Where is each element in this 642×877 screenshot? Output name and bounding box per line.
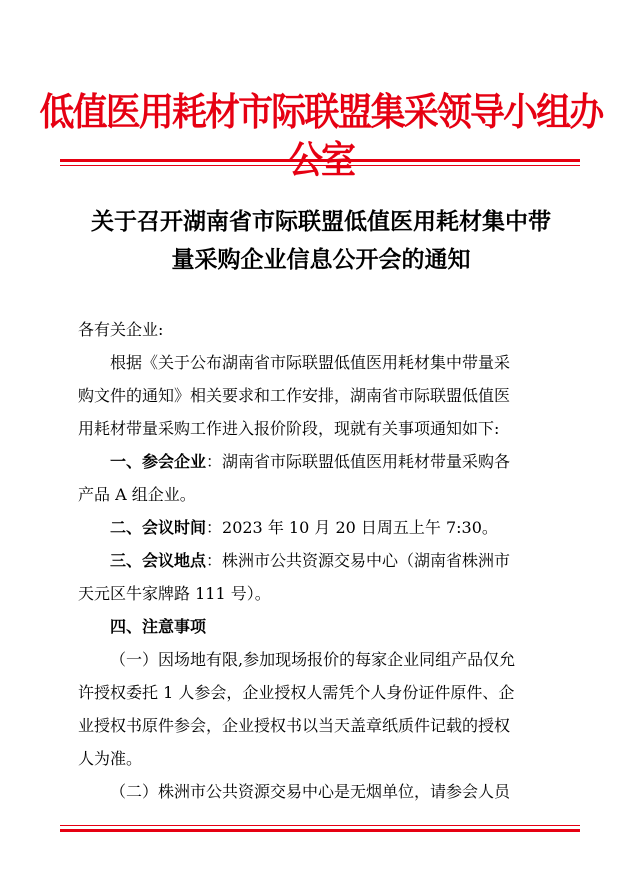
item-label: 四、注意事项: [110, 617, 207, 636]
item-text: ：湖南省市际联盟低值医用耗材带量采购各: [206, 452, 511, 471]
masthead-title: 低值医用耗材市际联盟集采领导小组办: [39, 89, 603, 134]
body-line: 根据《关于公布湖南省市际联盟低值医用耗材集中带量采: [110, 353, 511, 372]
body-line: 天元区牛家牌路 111 号）。: [78, 584, 271, 603]
body-line: （二）株洲市公共资源交易中心是无烟单位，请参会人员: [110, 782, 511, 801]
intro-paragraph: [78, 346, 568, 445]
notice-title-line: 量采购企业信息公开会的通知: [171, 246, 471, 273]
notice-title-line: 关于召开湖南省市际联盟低值医用耗材集中带: [91, 208, 551, 235]
footer-rule-thick: [60, 829, 580, 832]
header-rule-thick: [60, 159, 580, 162]
item-text: ：株洲市公共资源交易中心（湖南省株洲市: [206, 551, 511, 570]
notice-body: [78, 313, 568, 808]
footer-rule-thin: [60, 825, 580, 826]
body-line: 用耗材带量采购工作进入报价阶段，现就有关事项通知如下:: [78, 419, 500, 438]
item-meeting-time: [78, 511, 568, 544]
item-meeting-location: [78, 544, 568, 610]
body-line: 许授权委托 1 人参会，企业授权人需凭个人身份证件原件、企: [78, 683, 515, 702]
header-rule-thin: [60, 165, 580, 166]
note-paragraph: [78, 775, 568, 808]
salutation: 各有关企业:: [78, 320, 164, 339]
body-line: （一）因场地有限,参加现场报价的每家企业同组产品仅允: [110, 650, 516, 669]
item-label: 三、会议地点: [110, 551, 207, 570]
note-paragraph: [78, 643, 568, 775]
body-line: 人为准。: [78, 749, 143, 768]
item-text: ：2023 年 10 月 20 日周五上午 7:30。: [206, 518, 498, 537]
item-notes-heading: [78, 610, 568, 643]
body-line: 产品 A 组企业。: [78, 485, 196, 504]
item-participants: [78, 445, 568, 511]
body-line: 购文件的通知》相关要求和工作安排，湖南省市际联盟低值医: [78, 386, 511, 405]
item-label: 一、参会企业: [110, 452, 207, 471]
notice-title: [60, 203, 582, 279]
item-label: 二、会议时间: [110, 518, 207, 537]
body-line: 业授权书原件参会，企业授权书以当天盖章纸质件记载的授权: [78, 716, 511, 735]
